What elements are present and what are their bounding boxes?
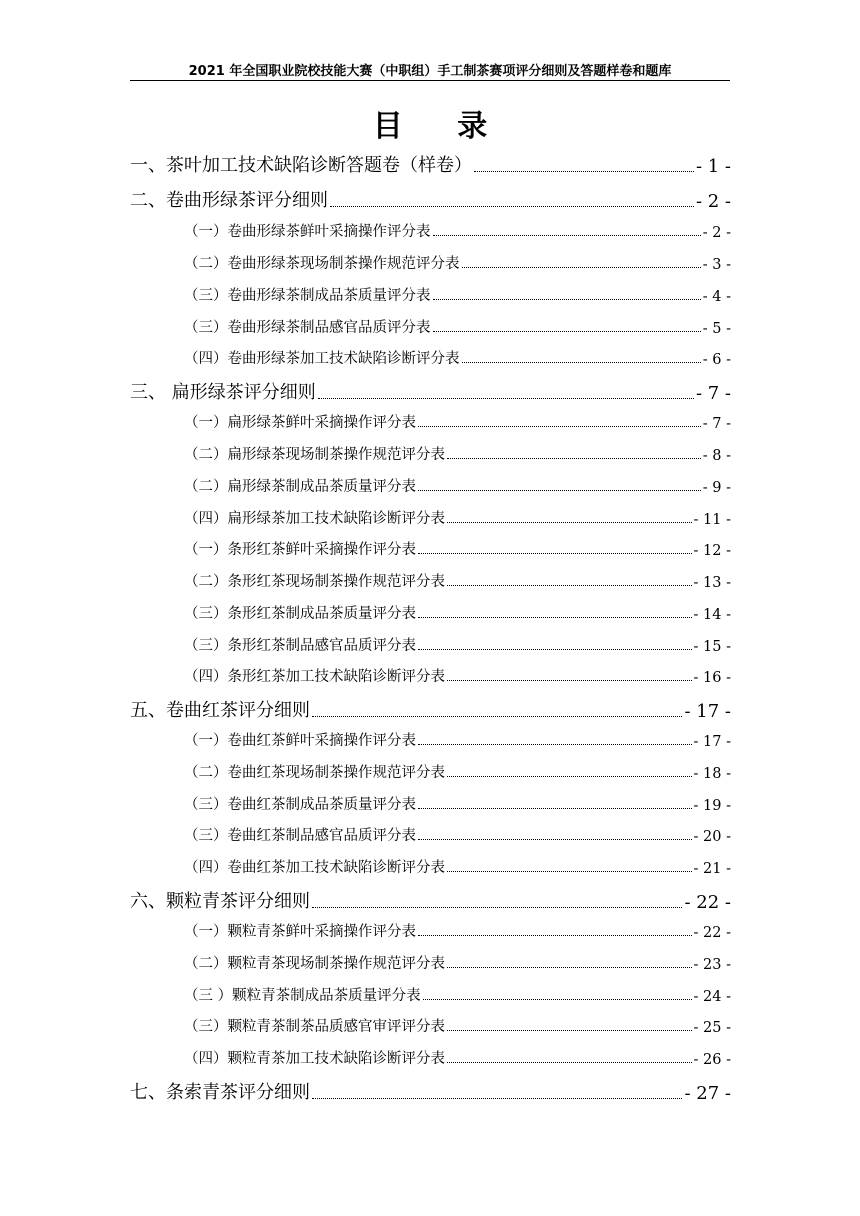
toc-subsection-entry[interactable] [184, 983, 731, 1005]
toc-subsection-entry[interactable] [184, 601, 731, 623]
toc-entry-text: （一）卷曲红茶鲜叶采摘操作评分表 [184, 733, 416, 749]
toc-entry-text: 一、茶叶加工技术缺陷诊断答题卷（样卷） [130, 155, 472, 176]
toc-page-number: - 11 - [693, 512, 731, 528]
toc-entry-text: 七、条索青茶评分细则 [130, 1082, 310, 1103]
toc-dot-leader [418, 426, 701, 427]
toc-dot-leader [418, 808, 692, 809]
toc-page-number: - 26 - [693, 1052, 731, 1068]
toc-entry-text: （四）卷曲红茶加工技术缺陷诊断评分表 [184, 860, 445, 876]
toc-page-number: - 16 - [693, 670, 731, 686]
toc-dot-leader [418, 935, 692, 936]
toc-page-number: - 25 - [693, 1020, 731, 1036]
page-header-title: 2021 年全国职业院校技能大赛（中职组）手工制茶赛项评分细则及答题样卷和题库 [188, 64, 672, 79]
toc-entry-text: （二）条形红茶现场制茶操作规范评分表 [184, 574, 445, 590]
toc-subsection-entry[interactable] [184, 760, 731, 782]
toc-dot-leader [447, 458, 701, 459]
toc-entry-text: （四）扁形绿茶加工技术缺陷诊断评分表 [184, 511, 445, 527]
toc-dot-leader [447, 967, 692, 968]
toc-subsection-entry[interactable] [184, 664, 731, 686]
toc-dot-leader [447, 1062, 692, 1063]
toc-page-number: - 18 - [693, 766, 731, 782]
toc-dot-leader [462, 267, 701, 268]
toc-page-number: - 22 - [684, 892, 731, 913]
toc-subsection-entry[interactable] [184, 728, 731, 750]
toc-subsection-entry[interactable] [184, 792, 731, 814]
toc-page-number: - 13 - [693, 575, 731, 591]
toc-entry-text: （一）卷曲形绿茶鲜叶采摘操作评分表 [184, 224, 431, 240]
toc-page-number: - 20 - [693, 829, 731, 845]
toc-page-number: - 27 - [684, 1083, 731, 1104]
toc-page-number: - 6 - [702, 352, 731, 368]
toc-dot-leader [318, 398, 694, 399]
toc-page-number: - 2 - [695, 191, 731, 212]
toc-entry-text: （三）卷曲形绿茶制品感官品质评分表 [184, 320, 431, 336]
toc-page-number: - 2 - [702, 225, 731, 241]
toc-page-number: - 5 - [702, 321, 731, 337]
toc-subsection-entry[interactable] [184, 1014, 731, 1036]
toc-page-number: - 24 - [693, 989, 731, 1005]
toc-page-number: - 17 - [684, 701, 731, 722]
toc-entry-text: （三）卷曲形绿茶制成品茶质量评分表 [184, 288, 431, 304]
toc-dot-leader [433, 235, 701, 236]
toc-subsection-entry[interactable] [184, 823, 731, 845]
toc-section-entry[interactable] [130, 378, 731, 404]
toc-section-entry[interactable] [130, 696, 731, 722]
toc-page-number: - 17 - [693, 734, 731, 750]
toc-dot-leader [312, 1098, 682, 1099]
toc-dot-leader [462, 362, 701, 363]
toc-dot-leader [418, 553, 692, 554]
toc-subsection-entry[interactable] [184, 855, 731, 877]
toc-dot-leader [330, 206, 694, 207]
toc-entry-text: （三 ）颗粒青茶制成品茶质量评分表 [184, 988, 421, 1004]
toc-entry-text: （三）卷曲红茶制品感官品质评分表 [184, 828, 416, 844]
toc-subsection-entry[interactable] [184, 506, 731, 528]
toc-dot-leader [312, 907, 682, 908]
toc-entry-text: （二）卷曲形绿茶现场制茶操作规范评分表 [184, 256, 460, 272]
toc-section-entry[interactable] [130, 151, 731, 177]
toc-subsection-entry[interactable] [184, 474, 731, 496]
toc-dot-leader [474, 171, 694, 172]
toc-dot-leader [418, 649, 692, 650]
toc-dot-leader [423, 999, 692, 1000]
toc-section-entry[interactable] [130, 887, 731, 913]
toc-entry-text: 三、 扁形绿茶评分细则 [130, 382, 316, 403]
toc-title: 目 录 [372, 109, 510, 144]
toc-subsection-entry[interactable] [184, 315, 731, 337]
toc-page-number: - 1 - [695, 156, 731, 177]
toc-dot-leader [312, 716, 682, 717]
toc-entry-text: （三）颗粒青茶制茶品质感官审评评分表 [184, 1019, 445, 1035]
toc-dot-leader [447, 871, 692, 872]
toc-page-number: - 14 - [693, 607, 731, 623]
toc-entry-text: （一）扁形绿茶鲜叶采摘操作评分表 [184, 415, 416, 431]
toc-entry-text: （二）卷曲红茶现场制茶操作规范评分表 [184, 765, 445, 781]
toc-subsection-entry[interactable] [184, 219, 731, 241]
toc-subsection-entry[interactable] [184, 251, 731, 273]
toc-entry-text: （一）条形红茶鲜叶采摘操作评分表 [184, 542, 416, 558]
toc-entry-text: 二、卷曲形绿茶评分细则 [130, 190, 328, 211]
toc-entry-text: 五、卷曲红茶评分细则 [130, 700, 310, 721]
toc-entry-text: （二）扁形绿茶现场制茶操作规范评分表 [184, 447, 445, 463]
toc-subsection-entry[interactable] [184, 919, 731, 941]
toc-dot-leader [447, 680, 692, 681]
toc-subsection-entry[interactable] [184, 1046, 731, 1068]
toc-page-number: - 12 - [693, 543, 731, 559]
toc-page-number: - 15 - [693, 639, 731, 655]
toc-subsection-entry[interactable] [184, 633, 731, 655]
toc-page-number: - 7 - [702, 416, 731, 432]
toc-page-number: - 23 - [693, 957, 731, 973]
toc-dot-leader [447, 776, 692, 777]
toc-subsection-entry[interactable] [184, 283, 731, 305]
toc-dot-leader [433, 299, 701, 300]
toc-page-number: - 4 - [702, 289, 731, 305]
toc-page-number: - 22 - [693, 925, 731, 941]
toc-dot-leader [418, 744, 692, 745]
toc-dot-leader [447, 1030, 692, 1031]
toc-subsection-entry[interactable] [184, 951, 731, 973]
toc-entry-text: （四）卷曲形绿茶加工技术缺陷诊断评分表 [184, 351, 460, 367]
toc-dot-leader [418, 490, 701, 491]
toc-entry-text: （一）颗粒青茶鲜叶采摘操作评分表 [184, 924, 416, 940]
toc-section-entry[interactable] [130, 1078, 731, 1104]
toc-entry-text: （四）颗粒青茶加工技术缺陷诊断评分表 [184, 1051, 445, 1067]
toc-subsection-entry[interactable] [184, 537, 731, 559]
toc-entry-text: （三）条形红茶制品感官品质评分表 [184, 638, 416, 654]
toc-subsection-entry[interactable] [184, 346, 731, 368]
toc-page-number: - 3 - [702, 257, 731, 273]
toc-subsection-entry[interactable] [184, 410, 731, 432]
toc-page-number: - 9 - [702, 480, 731, 496]
toc-dot-leader [447, 585, 692, 586]
toc-dot-leader [447, 522, 692, 523]
toc-page-number: - 21 - [693, 861, 731, 877]
toc-entry-text: （三）条形红茶制成品茶质量评分表 [184, 606, 416, 622]
toc-entry-text: （三）卷曲红茶制成品茶质量评分表 [184, 797, 416, 813]
toc-entry-text: 六、颗粒青茶评分细则 [130, 891, 310, 912]
toc-page-number: - 7 - [695, 383, 731, 404]
toc-dot-leader [418, 617, 692, 618]
toc-dot-leader [418, 839, 692, 840]
toc-entry-text: （二）扁形绿茶制成品茶质量评分表 [184, 479, 416, 495]
toc-page-number: - 8 - [702, 448, 731, 464]
toc-section-entry[interactable] [130, 186, 731, 212]
toc-subsection-entry[interactable] [184, 569, 731, 591]
toc-entry-text: （四）条形红茶加工技术缺陷诊断评分表 [184, 669, 445, 685]
toc-subsection-entry[interactable] [184, 442, 731, 464]
toc-dot-leader [433, 331, 701, 332]
toc-entry-text: （二）颗粒青茶现场制茶操作规范评分表 [184, 956, 445, 972]
toc-page-number: - 19 - [693, 798, 731, 814]
